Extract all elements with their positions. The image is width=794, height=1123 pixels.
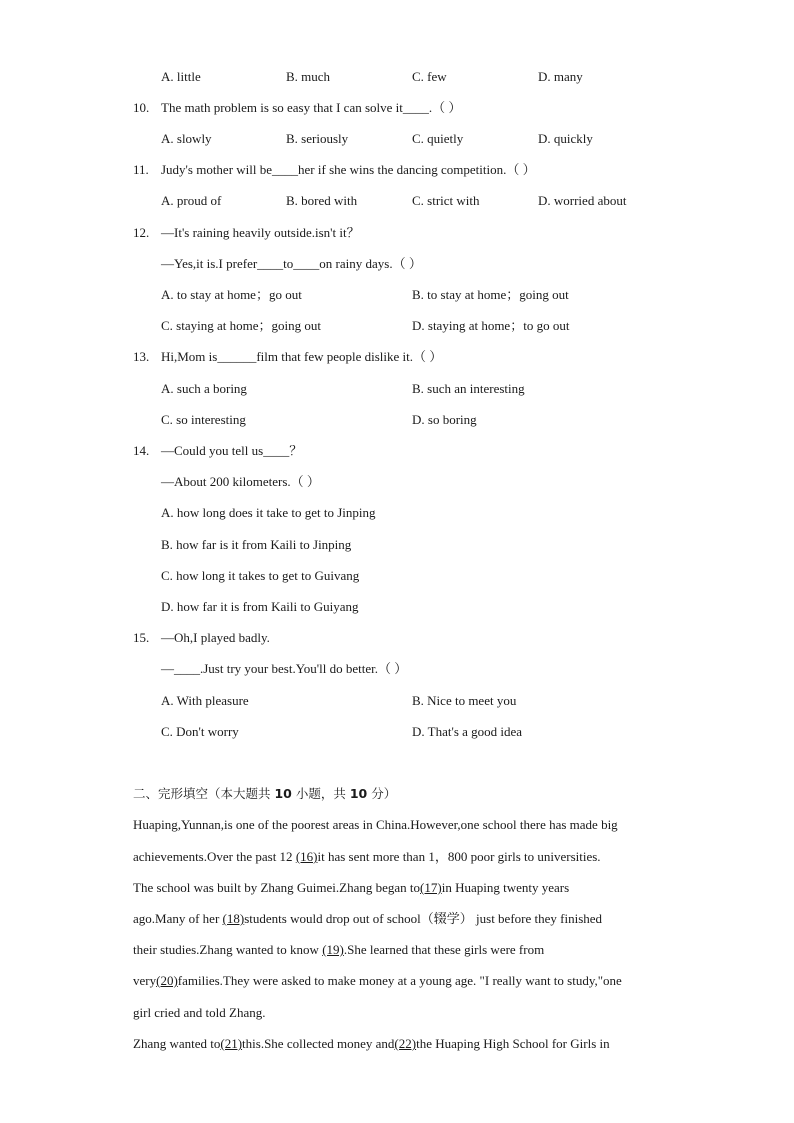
blank-22[interactable]: (22) xyxy=(394,1036,417,1051)
passage-text: in Huaping twenty years xyxy=(441,880,570,895)
passage-line-2 xyxy=(133,849,601,865)
blank-18[interactable]: (18) xyxy=(222,911,245,926)
q9-option-a: A. little xyxy=(161,69,201,84)
q14-stem-line1: —Could you tell us____？ xyxy=(161,443,303,458)
q12-option-a: A. to stay at home；go out xyxy=(161,287,302,302)
passage-text: .She learned that these girls were from xyxy=(343,942,545,957)
passage-text: achievements.Over the past 12 xyxy=(133,849,296,864)
passage-text: their studies.Zhang wanted to know xyxy=(133,942,323,957)
q13-option-b: B. such an interesting xyxy=(412,381,525,396)
q13-option-a: A. such a boring xyxy=(161,381,247,396)
passage-text: families.They were asked to make money at a young age. "I really want to study,"one xyxy=(177,973,622,988)
q10-option-c: C. quietly xyxy=(412,131,464,146)
q11-option-d: D. worried about xyxy=(538,193,627,208)
passage-line-1: Huaping,Yunnan,is one of the poorest areas in China.However,one school there has made big xyxy=(133,817,618,832)
section-heading-mid: 小题，共 xyxy=(291,786,350,801)
q14-stem-line2: —About 200 kilometers.（ ） xyxy=(161,474,320,489)
passage-line-3 xyxy=(133,880,569,896)
passage-text: ago.Many of her xyxy=(133,911,223,926)
q10-option-a: A. slowly xyxy=(161,131,212,146)
q12-stem-line1: —It's raining heavily outside.isn't it？ xyxy=(161,225,360,240)
passage-line-6 xyxy=(133,973,622,989)
q15-stem-line2: —____.Just try your best.You'll do better.（ ） xyxy=(161,661,408,676)
q15-option-b: B. Nice to meet you xyxy=(412,693,517,708)
q15-option-d: D. That's a good idea xyxy=(412,724,523,739)
q11-option-b: B. bored with xyxy=(286,193,358,208)
q15-option-a: A. With pleasure xyxy=(161,693,249,708)
q12-stem-line2: —Yes,it is.I prefer____to____on rainy days.（ ） xyxy=(161,256,422,271)
passage-text: The school was built by Zhang Guimei.Zhang began to xyxy=(133,880,421,895)
passage-text: students would drop out of school（辍学） just before they finished xyxy=(244,911,603,926)
q9-option-b: B. much xyxy=(286,69,331,84)
q11-stem: Judy's mother will be____her if she wins the dancing competition.（ ） xyxy=(161,162,536,177)
passage-line-7: girl cried and told Zhang. xyxy=(133,1005,266,1020)
q11-option-a: A. proud of xyxy=(161,193,222,208)
q14-option-d: D. how far it is from Kaili to Guiyang xyxy=(161,599,359,614)
q11-option-c: C. strict with xyxy=(412,193,480,208)
blank-19[interactable]: (19) xyxy=(322,942,344,957)
blank-20[interactable]: (20) xyxy=(156,973,178,988)
q9-option-d: D. many xyxy=(538,69,583,84)
q13-option-c: C. so interesting xyxy=(161,412,246,427)
passage-text: this.She collected money and xyxy=(242,1036,395,1051)
section-heading-suffix: 分） xyxy=(367,786,397,801)
q13-number: 13. xyxy=(133,349,150,364)
passage-line-8 xyxy=(133,1036,610,1052)
q14-option-c: C. how long it takes to get to Guivang xyxy=(161,568,360,583)
q15-stem-line1: —Oh,I played badly. xyxy=(161,630,270,645)
q13-stem: Hi,Mom is______film that few people dislike it.（ ） xyxy=(161,349,443,364)
q15-option-c: C. Don't worry xyxy=(161,724,239,739)
q11-number: 11. xyxy=(133,162,149,177)
q12-option-b: B. to stay at home；going out xyxy=(412,287,569,302)
section-heading xyxy=(133,786,396,802)
passage-text: it has sent more than 1，800 poor girls to universities. xyxy=(317,849,601,864)
q10-number: 10. xyxy=(133,100,150,115)
q10-option-b: B. seriously xyxy=(286,131,349,146)
q14-option-b: B. how far is it from Kaili to Jinping xyxy=(161,537,352,552)
q15-number: 15. xyxy=(133,630,150,645)
q9-option-c: C. few xyxy=(412,69,447,84)
passage-text: the Huaping High School for Girls in xyxy=(416,1036,610,1051)
passage-text: Zhang wanted to xyxy=(133,1036,221,1051)
blank-17[interactable]: (17) xyxy=(420,880,442,895)
q12-option-c: C. staying at home；going out xyxy=(161,318,321,333)
passage-text: very xyxy=(133,973,157,988)
section-score: 10 xyxy=(349,786,368,801)
q10-option-d: D. quickly xyxy=(538,131,593,146)
blank-16[interactable]: (16) xyxy=(295,849,318,864)
section-heading-prefix: 二、完形填空（本大题共 xyxy=(133,786,275,801)
section-question-count: 10 xyxy=(274,786,292,801)
q13-option-d: D. so boring xyxy=(412,412,477,427)
q14-option-a: A. how long does it take to get to Jinping xyxy=(161,505,376,520)
blank-21[interactable]: (21) xyxy=(220,1036,243,1051)
passage-line-4 xyxy=(133,911,602,927)
q10-stem: The math problem is so easy that I can solve it____.（ ） xyxy=(161,100,462,115)
q12-option-d: D. staying at home；to go out xyxy=(412,318,570,333)
passage-line-5 xyxy=(133,942,544,958)
q12-number: 12. xyxy=(133,225,150,240)
q14-number: 14. xyxy=(133,443,150,458)
